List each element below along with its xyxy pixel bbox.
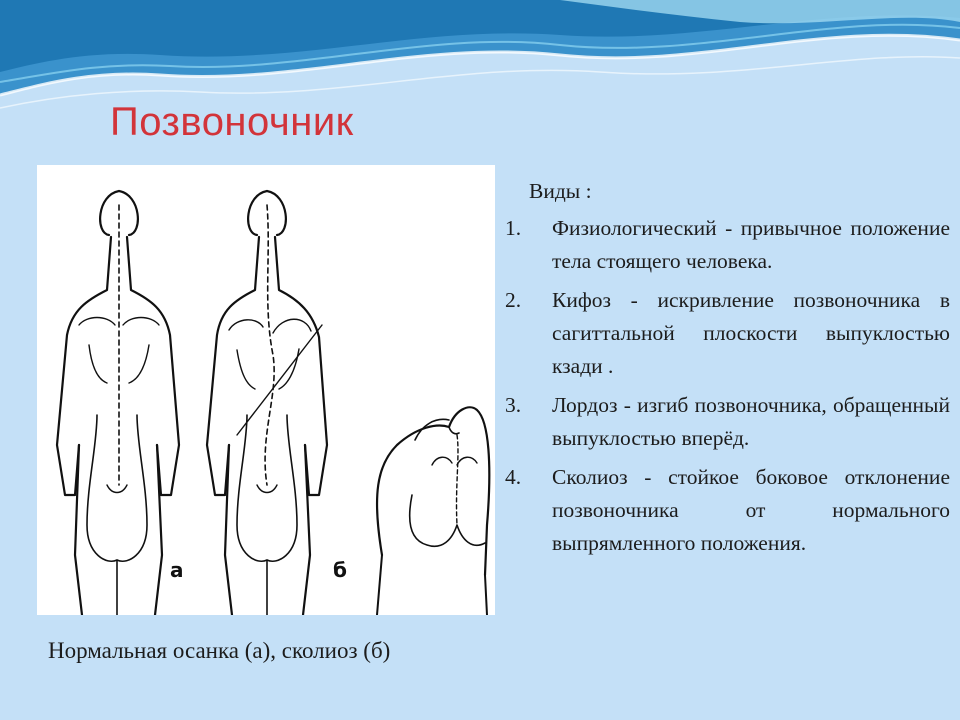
list-item-text: Кифоз - искривление позвоночника в сагиттальной плоскости выпуклостью кзади . [552, 288, 950, 378]
list-item-text: Лордоз - изгиб позвоночника, обращенный выпуклостью вперёд. [552, 393, 950, 450]
figure-label-b: б [333, 558, 347, 582]
posture-figure [37, 165, 495, 615]
figure-scoliosis-back [207, 191, 327, 615]
types-heading: Виды : [529, 179, 592, 203]
posture-illustration [37, 165, 495, 615]
figure-forward-bend [377, 407, 489, 615]
list-item-number: 2. [505, 288, 522, 312]
list-item [505, 461, 950, 560]
list-item-text: Физиологический - привычное положение тела стоящего человека. [552, 216, 950, 273]
list-item-number: 4. [505, 465, 522, 489]
list-item-number: 1. [505, 216, 522, 240]
types-list [505, 175, 950, 566]
figure-caption: Нормальная осанка (а), сколиоз (б) [48, 638, 391, 663]
list-item [505, 389, 950, 455]
slide-title: Позвоночник [110, 100, 354, 144]
figure-label-a: а [170, 558, 184, 582]
list-item [505, 212, 950, 278]
list-item-text: Сколиоз - стойкое боковое отклонение позвоночника от нормального выпрямленного положения. [552, 465, 950, 555]
figure-normal-back [57, 191, 179, 615]
list-item [505, 284, 950, 383]
list-item-number: 3. [505, 393, 522, 417]
